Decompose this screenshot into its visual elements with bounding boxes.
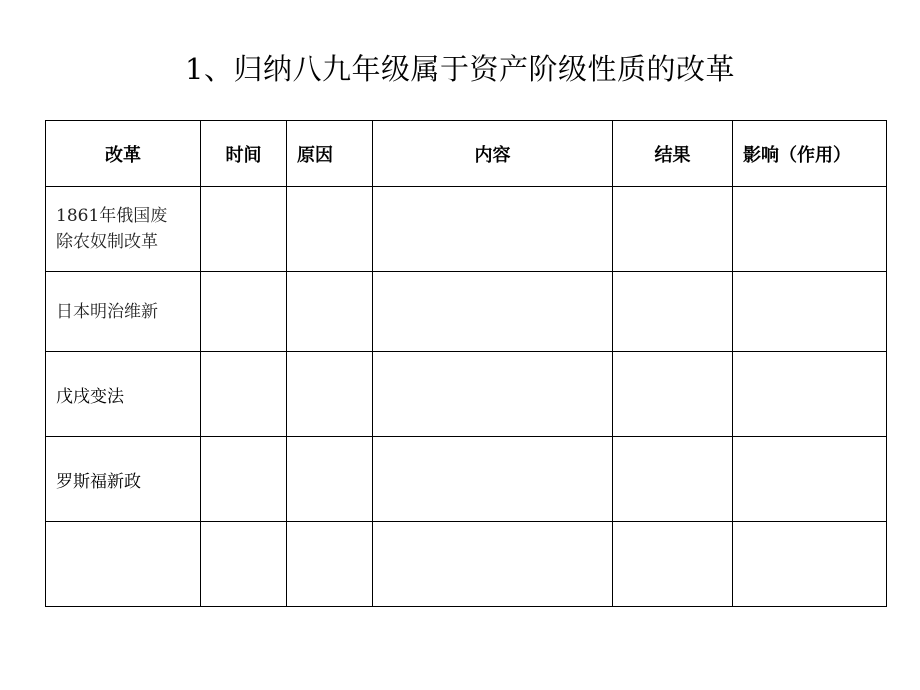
table-row [46, 522, 887, 607]
table-header-row [46, 121, 887, 187]
table-cell [733, 272, 887, 352]
table-cell [613, 437, 733, 522]
table-cell [373, 187, 613, 272]
table-cell [287, 522, 373, 607]
table-cell [613, 352, 733, 437]
reform-summary-table [45, 120, 887, 607]
page-title: 1、归纳八九年级属于资产阶级性质的改革 [185, 52, 735, 86]
table-cell [613, 272, 733, 352]
table-row [46, 272, 887, 352]
header-result: 结果 [613, 121, 733, 187]
table-cell [373, 272, 613, 352]
table-cell [733, 437, 887, 522]
table-cell [733, 187, 887, 272]
header-content: 内容 [373, 121, 613, 187]
table-cell [287, 187, 373, 272]
table-cell [373, 352, 613, 437]
table-cell [373, 522, 613, 607]
table-cell [201, 272, 287, 352]
row-reform-name: 戊戌变法 [46, 352, 201, 437]
table-cell [733, 522, 887, 607]
table-cell [201, 437, 287, 522]
table-cell [287, 272, 373, 352]
table-cell [201, 522, 287, 607]
header-time: 时间 [201, 121, 287, 187]
table-cell [46, 522, 201, 607]
header-impact: 影响（作用） [733, 121, 887, 187]
row-reform-name: 日本明治维新 [46, 272, 201, 352]
table-cell [201, 187, 287, 272]
header-reform: 改革 [46, 121, 201, 187]
table-cell [373, 437, 613, 522]
table-cell [733, 352, 887, 437]
table-cell [287, 437, 373, 522]
table-row [46, 187, 887, 272]
row-reform-name [46, 187, 201, 272]
table-row [46, 352, 887, 437]
table-cell [287, 352, 373, 437]
table-cell [201, 352, 287, 437]
header-cause: 原因 [287, 121, 373, 187]
table-cell [613, 187, 733, 272]
table-cell [613, 522, 733, 607]
table-row [46, 437, 887, 522]
row-reform-name: 罗斯福新政 [46, 437, 201, 522]
cell-text: 1861年俄国废 除农奴制改革 [56, 206, 168, 252]
